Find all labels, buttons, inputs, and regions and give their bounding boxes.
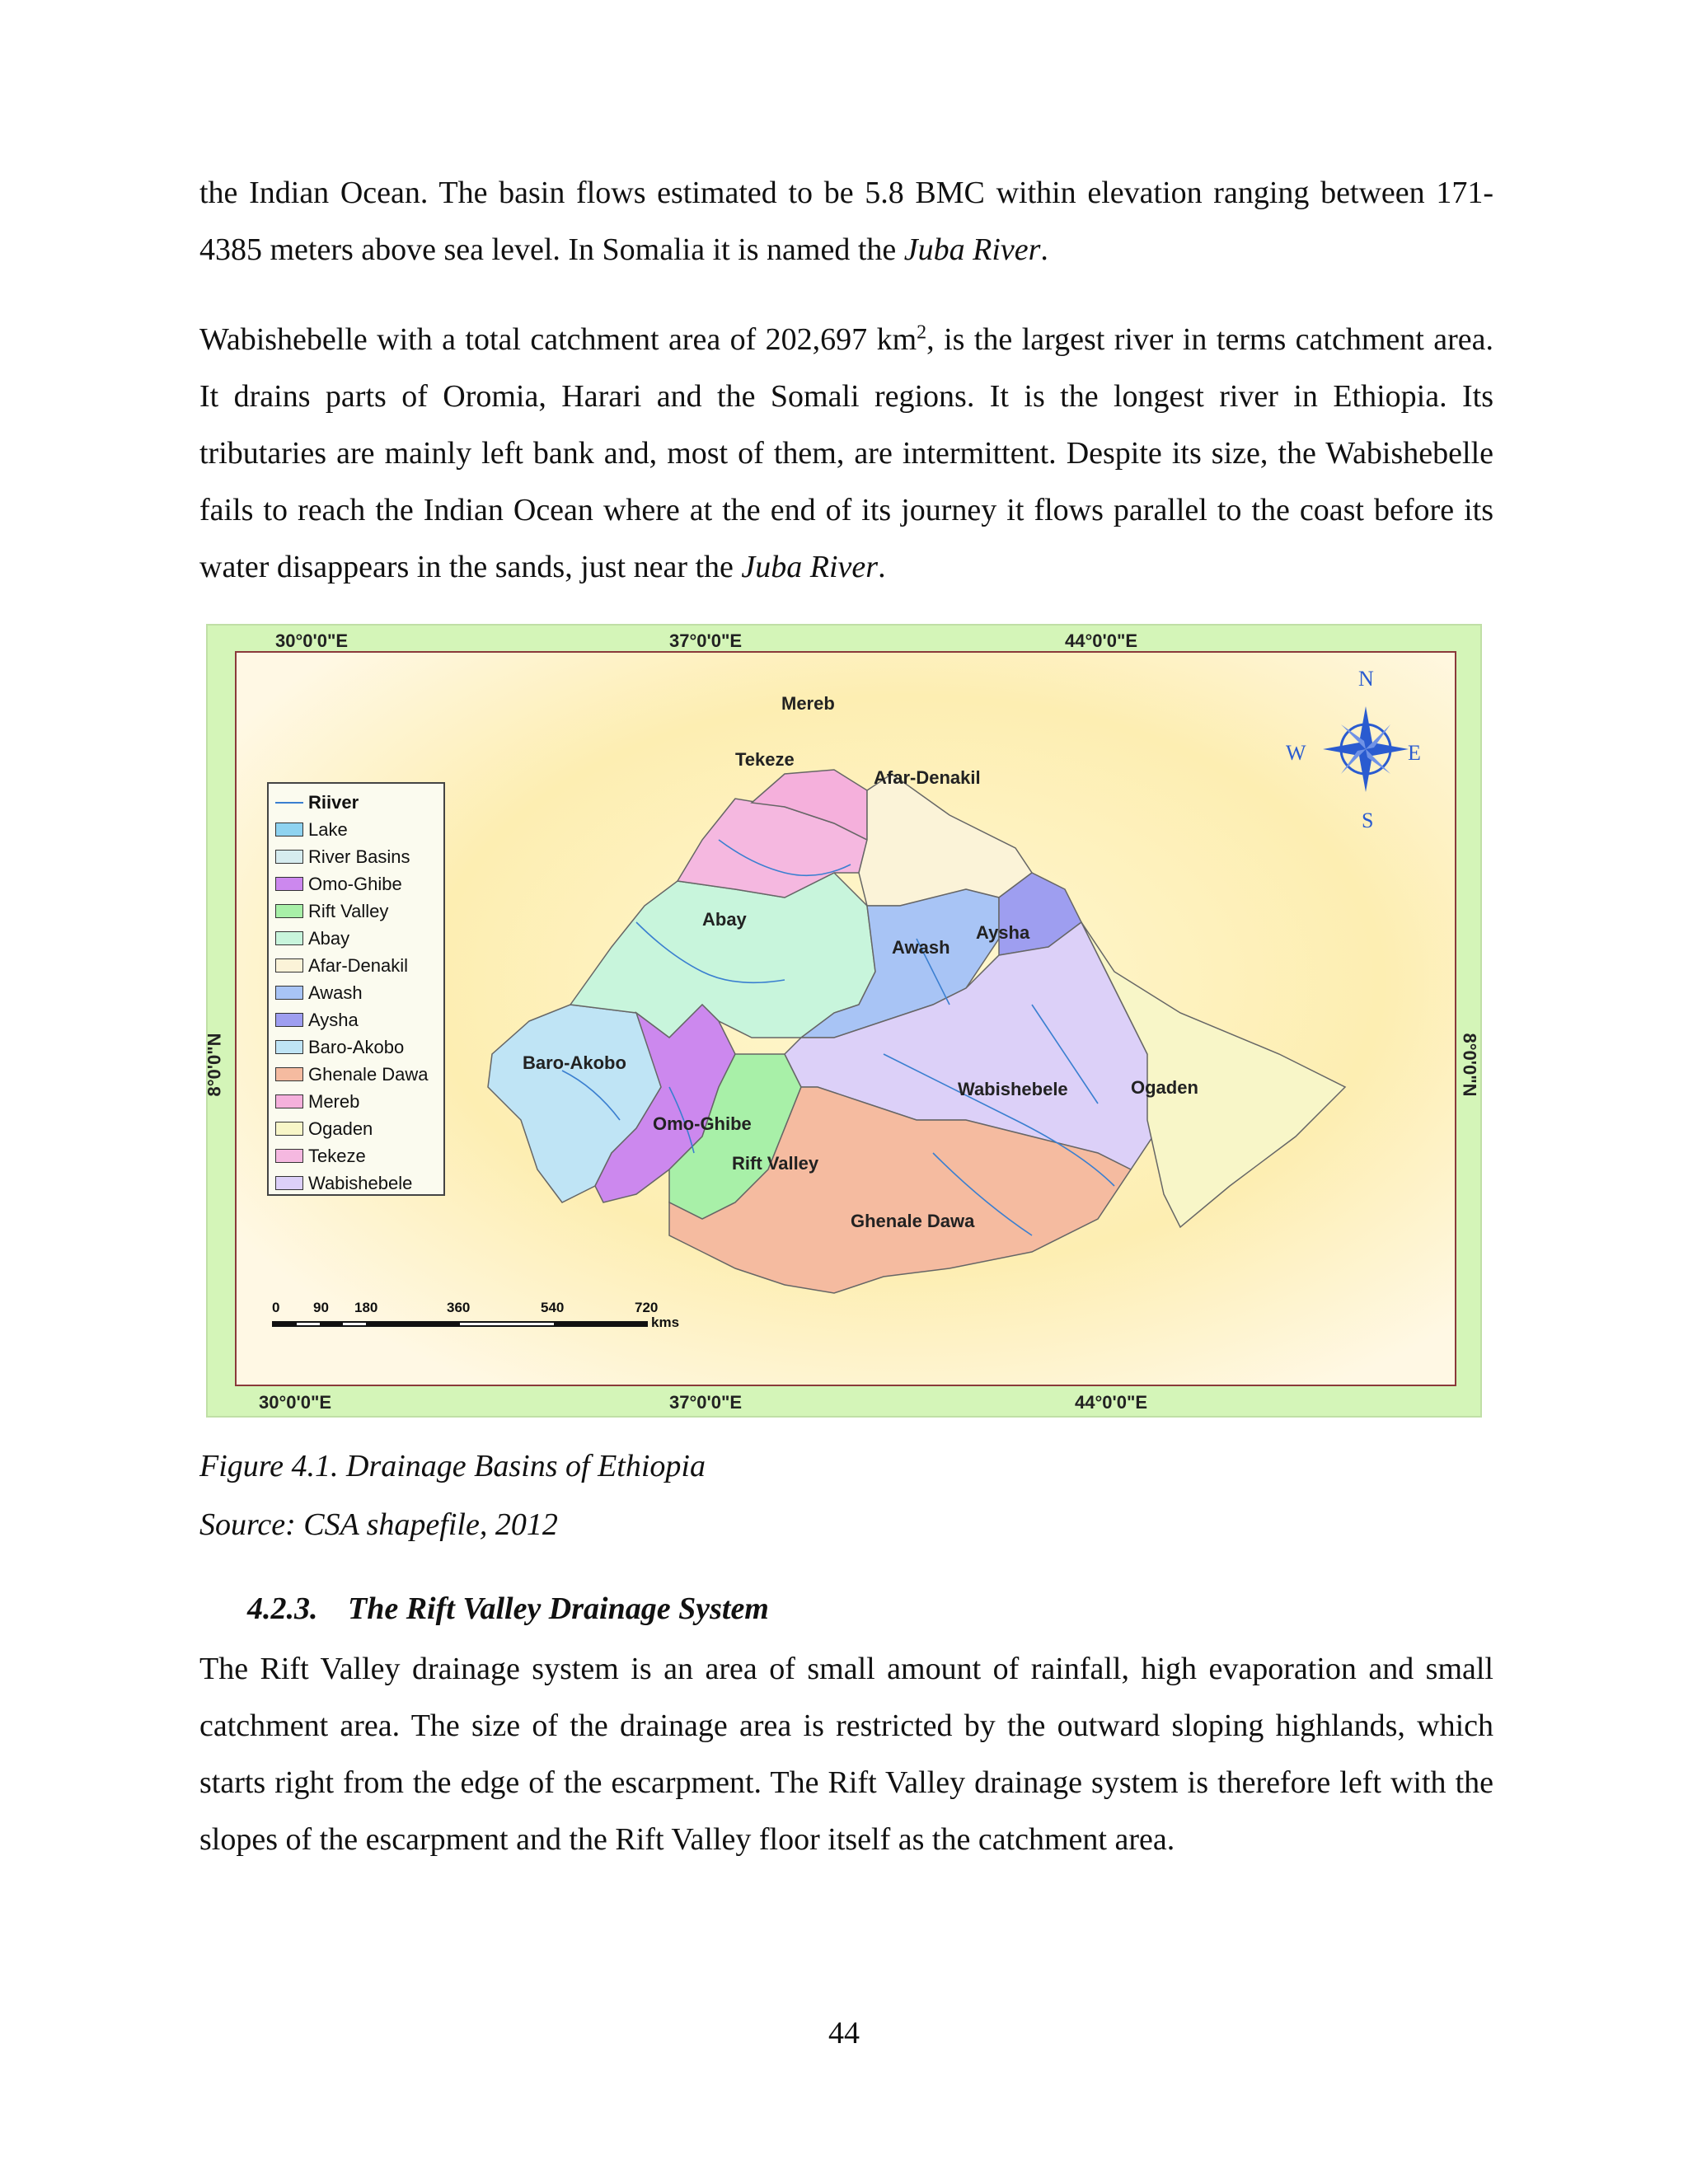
scale-bar: [272, 1300, 701, 1333]
scale-seg-1: [272, 1321, 297, 1327]
legend-swatch: [275, 931, 303, 945]
scale-tick-720: 720: [635, 1300, 659, 1315]
paragraph-2-body: , is the largest river in terms catchment area. It drains parts of Oromia, Harari and the Somali regions. It is the longest river in Ethiopia. Its tributaries are mainly left bank and, most of them, are intermittent. Despite its size, the Wabishebelle fails to reach the Indian Ocean where at the end of its journey it flows parallel to the coast before its water disappears in the sands, just near the: [199, 322, 1493, 584]
legend-swatch: [275, 850, 303, 864]
legend-swatch: [275, 877, 303, 891]
legend-item: [275, 870, 437, 898]
scale-tick-0: 0: [272, 1300, 280, 1315]
scale-tick-90: 90: [313, 1300, 329, 1315]
legend-label: River Basins: [308, 846, 410, 867]
coord-top-3: 44°0'0"E: [1065, 630, 1138, 651]
legend-river-label: Riiver: [308, 791, 359, 813]
map-legend: [267, 782, 445, 1196]
label-afar-denakil: Afar-Denakil: [874, 767, 981, 788]
coord-right: 8°0'0"N: [1459, 1033, 1480, 1097]
coord-top-1: 30°0'0"E: [275, 630, 349, 651]
legend-label: Ogaden: [308, 1118, 373, 1139]
legend-label: Awash: [308, 982, 363, 1003]
figure-caption: Figure 4.1. Drainage Basins of Ethiopia: [199, 1449, 706, 1483]
legend-item: [275, 1088, 437, 1115]
paragraph-2-text: Wabishebelle with a total catchment area of 202,697 km: [199, 322, 917, 357]
legend-label: Omo-Ghibe: [308, 873, 402, 894]
drainage-basin-map: [206, 624, 1482, 1418]
juba-river-italic-2: Juba River: [741, 550, 879, 584]
label-awash: Awash: [892, 937, 950, 958]
label-baro-akobo: Baro-Akobo: [523, 1052, 626, 1073]
juba-river-italic: Juba River: [903, 232, 1041, 267]
legend-swatch: [275, 1149, 303, 1163]
legend-swatch: [275, 1013, 303, 1027]
figure-source: Source: CSA shapefile, 2012: [199, 1507, 558, 1542]
legend-swatch: [275, 1067, 303, 1081]
scale-seg-5: [366, 1321, 460, 1327]
river-line-swatch: [275, 802, 303, 804]
paragraph-2-end: .: [878, 550, 886, 584]
paragraph-3: The Rift Valley drainage system is an area of small amount of rainfall, high evaporation and small catchment area. The size of the drainage area is restricted by the outward sloping highlands, which starts right from the edge of the escarpment. The Rift Valley drainage system is therefore left with the slopes of the escarpment and the Rift Valley floor itself as the catchment area.: [199, 1652, 1493, 1857]
label-mereb: Mereb: [781, 693, 835, 714]
legend-item: [275, 1061, 437, 1088]
paragraph-2: [199, 312, 1493, 596]
label-omo-ghibe: Omo-Ghibe: [653, 1113, 752, 1134]
scale-seg-3: [320, 1321, 343, 1327]
legend-label: Lake: [308, 818, 348, 840]
legend-item: [275, 1169, 437, 1197]
legend-label: Baro-Akobo: [308, 1036, 405, 1057]
scale-tick-360: 360: [447, 1300, 471, 1315]
coord-bottom-2: 37°0'0"E: [669, 1392, 743, 1413]
legend-river-row: [275, 789, 437, 816]
coord-bottom-3: 44°0'0"E: [1075, 1392, 1148, 1413]
legend-item: [275, 1115, 437, 1142]
coord-top-2: 37°0'0"E: [669, 630, 743, 651]
legend-label: Aysha: [308, 1009, 359, 1030]
scale-tick-540: 540: [541, 1300, 565, 1315]
legend-item: [275, 843, 437, 870]
label-ogaden: Ogaden: [1131, 1077, 1198, 1098]
legend-item: [275, 1033, 437, 1061]
section-title: The Rift Valley Drainage System: [348, 1591, 769, 1626]
scale-seg-4: [343, 1321, 366, 1327]
compass-n: N: [1358, 667, 1374, 691]
legend-swatch: [275, 823, 303, 837]
section-number: 4.2.3.: [247, 1591, 318, 1626]
compass-rose-icon: [1312, 691, 1419, 807]
coord-left: 8°0'0"N: [204, 1033, 225, 1097]
legend-item: [275, 1142, 437, 1169]
legend-item: [275, 952, 437, 979]
paragraph-1-text: the Indian Ocean. The basin flows estimated to be 5.8 BMC within elevation ranging between 171-4385 meters above sea level. In Somalia it is named the: [199, 176, 1493, 267]
page-number: 44: [828, 2016, 860, 2050]
legend-items: [275, 816, 437, 1197]
legend-swatch: [275, 986, 303, 1000]
legend-item: [275, 979, 437, 1006]
paragraph-1: [199, 165, 1493, 279]
legend-swatch: [275, 1040, 303, 1054]
legend-item: [275, 898, 437, 925]
label-ghenale-dawa: Ghenale Dawa: [851, 1211, 975, 1231]
section-heading: [247, 1591, 769, 1627]
label-aysha: Aysha: [976, 922, 1030, 943]
label-rift-valley: Rift Valley: [732, 1153, 819, 1174]
legend-swatch: [275, 958, 303, 972]
label-abay: Abay: [702, 909, 747, 930]
legend-swatch: [275, 1176, 303, 1190]
scale-seg-7: [554, 1321, 648, 1327]
legend-label: Rift Valley: [308, 900, 389, 921]
superscript-2: 2: [917, 321, 927, 344]
label-wabishebele: Wabishebele: [958, 1079, 1068, 1099]
legend-swatch: [275, 1122, 303, 1136]
label-tekeze: Tekeze: [735, 749, 795, 770]
scale-unit: kms: [651, 1315, 680, 1330]
legend-label: Afar-Denakil: [308, 954, 409, 976]
compass-s: S: [1362, 808, 1374, 832]
scale-seg-2: [297, 1321, 320, 1327]
legend-label: Ghenale Dawa: [308, 1063, 429, 1085]
paragraph-1-end: .: [1040, 232, 1048, 267]
coord-bottom-1: 30°0'0"E: [259, 1392, 332, 1413]
legend-label: Wabishebele: [308, 1172, 413, 1193]
legend-swatch: [275, 904, 303, 918]
legend-item: [275, 1006, 437, 1033]
compass-w: W: [1286, 741, 1306, 765]
scale-tick-180: 180: [354, 1300, 378, 1315]
legend-swatch: [275, 1094, 303, 1108]
legend-label: Mereb: [308, 1090, 360, 1112]
legend-item: [275, 816, 437, 843]
legend-label: Abay: [308, 927, 350, 949]
compass-e: E: [1408, 741, 1421, 765]
legend-label: Tekeze: [308, 1145, 366, 1166]
legend-item: [275, 925, 437, 952]
scale-seg-6: [460, 1321, 554, 1327]
